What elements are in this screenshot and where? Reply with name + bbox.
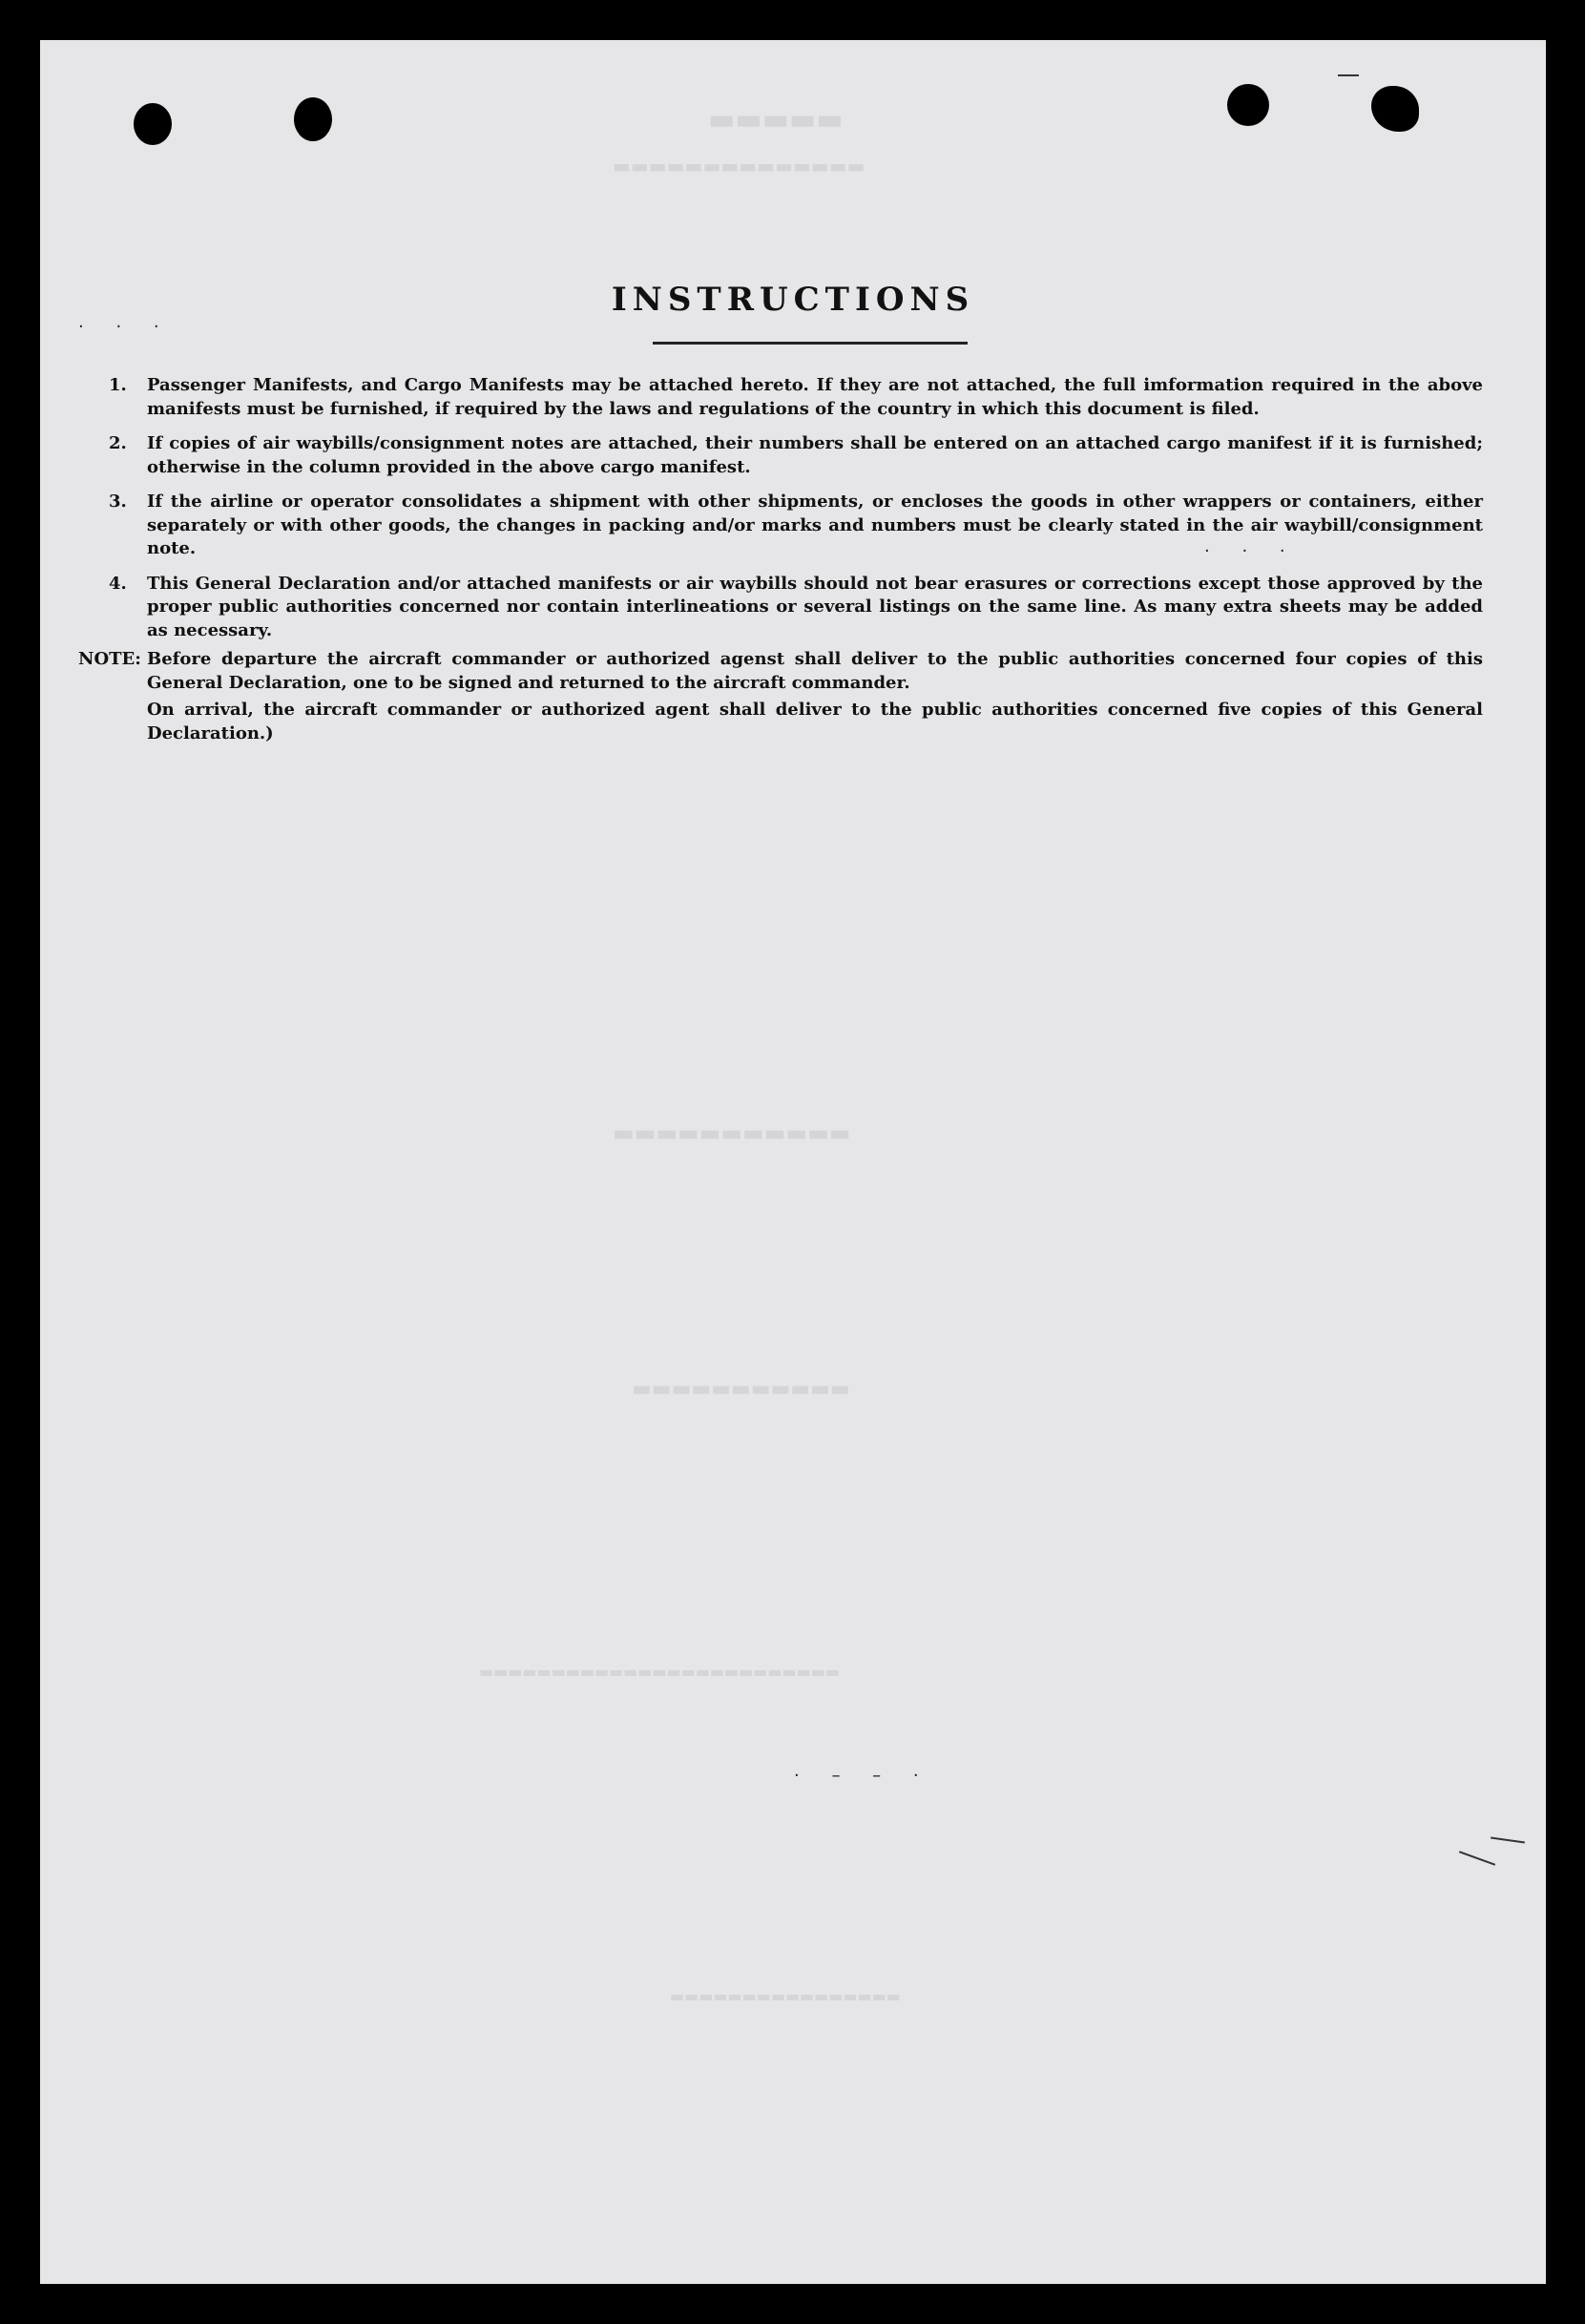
punch-hole-right-2 (1371, 86, 1419, 132)
bleed-through: ▬▬▬▬▬▬▬▬▬▬▬ (632, 1376, 850, 1401)
title-underline (653, 342, 968, 345)
instruction-item (109, 432, 1483, 479)
note-arrival (109, 699, 1483, 745)
note-section (78, 648, 1483, 745)
instruction-item (109, 374, 1483, 421)
bleed-through: ▬▬▬▬▬▬▬▬▬▬▬▬▬▬▬▬▬▬▬▬▬▬▬▬▬ (479, 1663, 840, 1681)
scan-dots: · · · (78, 317, 173, 337)
bleed-through: ▬▬▬▬▬▬▬▬▬▬▬ (613, 1119, 851, 1146)
instruction-number: 3. (109, 492, 127, 512)
document-page (40, 40, 1546, 2284)
instruction-item (109, 573, 1483, 643)
scan-mark (1491, 1837, 1525, 1844)
instruction-text: This General Declaration and/or attached manifests or air waybills should not bear erasures or corrections except those approved by the proper public authorities concerned nor contain interlineations or several listings on the same line. As many extra sheets may be added as necessary. (147, 573, 1483, 640)
punch-hole-left (134, 103, 172, 145)
instruction-text: Passenger Manifests, and Cargo Manifests may be attached hereto. If they are not attached, the full imformation required in the above manifests must be furnished, if required by the laws and regulations of the country in which this document is filed. (147, 375, 1483, 419)
instruction-text: If copies of air waybills/consignment notes are attached, their numbers shall be entered on an attached cargo manifest if it is furnished; otherwise in the column provided in the above cargo manifest. (147, 433, 1483, 477)
punch-hole-right (1227, 84, 1269, 126)
instruction-number: 1. (109, 375, 127, 395)
instruction-item (109, 491, 1483, 561)
instruction-number: 2. (109, 433, 127, 453)
punch-hole-left-2 (294, 97, 332, 141)
scan-mark (1459, 1851, 1495, 1866)
note-arrival-text: On arrival, the aircraft commander or authorized agent shall deliver to the public authorities concerned five copies of this General Declaration.) (147, 700, 1483, 743)
scan-mark (1338, 74, 1359, 76)
scan-dots: · · · (1204, 541, 1299, 561)
bleed-through: ▬▬▬▬▬ (708, 103, 844, 136)
note-text: Before departure the aircraft commander or authorized agenst shall deliver to the public authorities concerned four copies of this General Declaration, one to be signed and returned to the aircraft commander. (147, 649, 1483, 693)
bleed-through: ▬▬▬▬▬▬▬▬▬▬▬▬▬▬ (613, 155, 865, 178)
instructions-list (109, 374, 1483, 654)
bleed-through: ▬▬▬▬▬▬▬▬▬▬▬▬▬▬▬▬ (670, 1987, 901, 2005)
scan-dots: · – – · (794, 1766, 932, 1786)
instruction-number: 4. (109, 573, 127, 594)
page-title: INSTRUCTIONS (611, 281, 975, 319)
note-label: NOTE: (78, 649, 141, 669)
note-departure (78, 648, 1483, 695)
instruction-text: If the airline or operator consolidates a shipment with other shipments, or encloses the goods in other wrappers or containers, either separately or with other goods, the changes in packing and/or marks and numbers must be clearly stated in the air waybill/consignment note. (147, 492, 1483, 558)
